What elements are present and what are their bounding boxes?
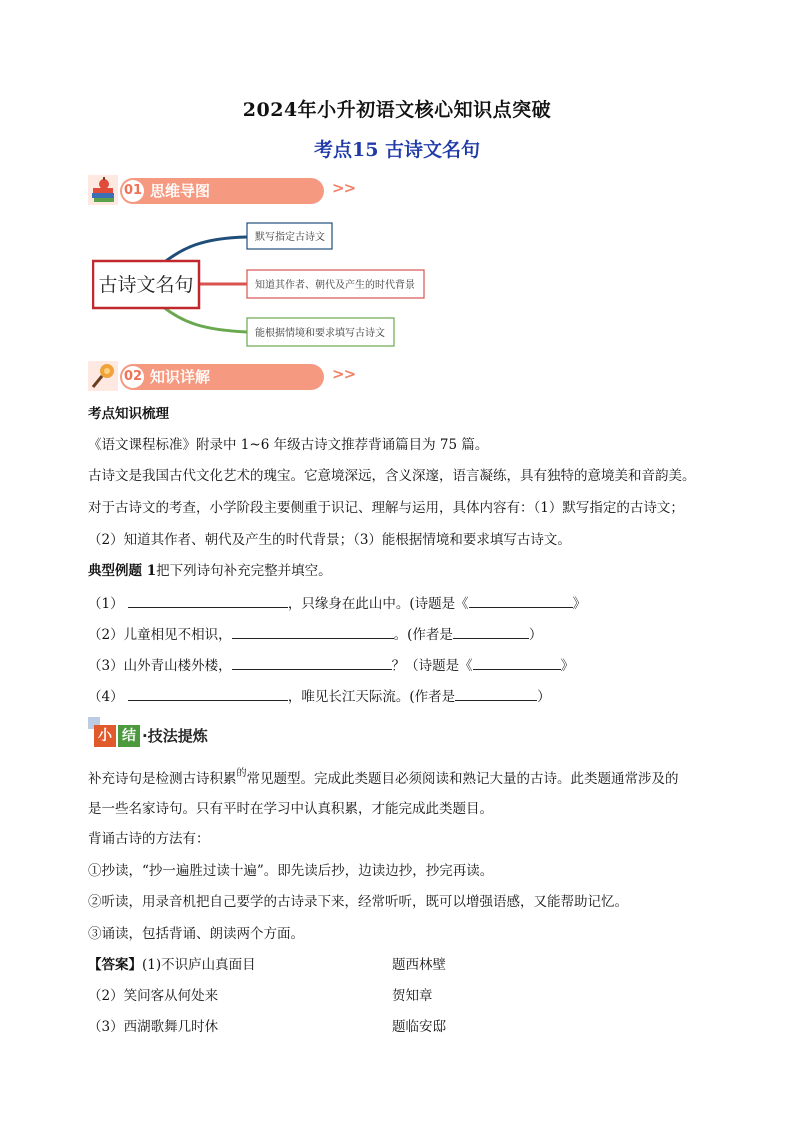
mind-map <box>92 218 432 350</box>
summary-text: 常见题型。完成此类题目必须阅读和熟记大量的古诗。此类题通常涉及的 <box>246 771 679 787</box>
books-icon <box>88 175 118 205</box>
summary-title: ·技法提炼 <box>142 727 208 745</box>
page-title: 2024年小升初语文核心知识点突破 <box>242 99 552 121</box>
summary-text: 补充诗句是检测古诗积累 <box>88 771 237 787</box>
item-number: （1） <box>88 596 124 612</box>
answer-row-2 <box>88 986 608 1006</box>
item-number: （4） <box>88 689 124 705</box>
answer-title: 题西林壁 <box>392 957 446 973</box>
mindmap-branch-3: 能根据情境和要求填写古诗文 <box>255 328 385 339</box>
answer-number: (1) <box>142 957 162 973</box>
item-text-end: ） <box>537 689 551 705</box>
answer-title: 题临安邸 <box>392 1019 446 1035</box>
summary-line-3: 背诵古诗的方法有： <box>88 831 210 847</box>
example-item-1 <box>88 593 586 614</box>
example-item-3 <box>88 655 574 676</box>
item-text-pre: 儿童相见不相识， <box>123 627 232 643</box>
section-banner-knowledge <box>88 361 356 393</box>
answer-blank[interactable] <box>469 593 573 608</box>
pushpin-icon <box>88 361 118 391</box>
knowledge-line-1: 《语文课程标准》附录中 1~6 年级古诗文推荐背诵篇目为 75 篇。 <box>88 437 489 453</box>
answer-text: 不识庐山真面目 <box>161 957 256 973</box>
answer-title: 贺知章 <box>392 988 433 1004</box>
item-text: ，唯见长江天际流。(作者是 <box>287 689 456 705</box>
mindmap-branch-2: 知道其作者、朝代及产生的时代背景 <box>255 280 415 291</box>
summary-line-4: ①抄读，“抄一遍胜过读十遍”。即先读后抄，边读边抄，抄完再读。 <box>88 863 494 879</box>
section-banner-mindmap <box>88 175 356 207</box>
item-text: ？（诗题是《 <box>391 658 473 674</box>
knowledge-heading: 考点知识梳理 <box>88 406 169 422</box>
summary-line-2: 是一些名家诗句。只有平时在学习中认真积累，才能完成此类题目。 <box>88 801 493 817</box>
answer-blank[interactable] <box>453 624 529 639</box>
item-text-end: 》 <box>560 658 575 674</box>
answer-blank[interactable] <box>232 655 392 670</box>
answer-blank[interactable] <box>232 624 394 639</box>
mindmap-branch-1: 默写指定古诗文 <box>255 232 325 243</box>
answer-row-3 <box>88 1017 608 1037</box>
section-number: 02 <box>122 366 144 388</box>
summary-superscript: 的 <box>236 768 247 779</box>
item-text: ，只缘身在此山中。(诗题是《 <box>287 596 469 612</box>
item-text-end: ） <box>528 627 543 643</box>
double-chevron-icon: >> <box>332 179 356 197</box>
summary-line-1 <box>88 764 679 789</box>
summary-badge-2: 结 <box>118 725 140 747</box>
knowledge-line-3: 对于古诗文的考查，小学阶段主要侧重于识记、理解与运用，具体内容有：（1）默写指定的古诗文； <box>88 500 684 516</box>
page-subtitle: 考点15 古诗文名句 <box>313 139 481 161</box>
item-text-pre: 山外青山楼外楼， <box>123 658 232 674</box>
knowledge-line-2: 古诗文是我国古代文化艺术的瑰宝。它意境深远，含义深邃，语言凝练，具有独特的意境美和音韵美。 <box>88 468 696 484</box>
answer-number: （3） <box>88 1019 124 1035</box>
example-label: 典型例题 1 <box>88 563 157 579</box>
section-label: 思维导图 <box>150 182 211 200</box>
mindmap-center-label: 古诗文名句 <box>98 274 194 296</box>
double-chevron-icon: >> <box>332 365 356 383</box>
mindmap-connector-3 <box>162 306 247 332</box>
knowledge-line-4: （2）知道其作者、朝代及产生的时代背景；（3）能根据情境和要求填写古诗文。 <box>88 532 571 548</box>
example-instruction: 把下列诗句补充完整并填空。 <box>156 563 332 579</box>
answer-number: （2） <box>88 988 124 1004</box>
summary-badge-1: 小 <box>94 725 116 747</box>
item-number: （2） <box>88 627 124 643</box>
item-text: 。(作者是 <box>393 627 453 643</box>
example-prompt <box>88 561 332 581</box>
example-item-4 <box>88 686 551 707</box>
summary-line-6: ③诵读，包括背诵、朗读两个方面。 <box>88 926 304 942</box>
example-item-2 <box>88 624 542 645</box>
section-number: 01 <box>122 180 144 202</box>
answer-text: 笑问客从何处来 <box>123 988 219 1004</box>
item-text-end: 》 <box>572 596 587 612</box>
answer-blank[interactable] <box>455 686 537 701</box>
answer-blank[interactable] <box>473 655 561 670</box>
answer-row-1 <box>88 955 608 975</box>
answer-blank[interactable] <box>128 593 288 608</box>
summary-line-5: ②听读，用录音机把自己要学的古诗录下来，经常听听，既可以增强语感，又能帮助记忆。 <box>88 894 628 910</box>
answer-text: 西湖歌舞几时休 <box>123 1019 219 1035</box>
answer-label: 【答案】 <box>88 957 142 973</box>
answer-blank[interactable] <box>128 686 288 701</box>
section-label: 知识详解 <box>150 368 211 386</box>
item-number: （3） <box>88 658 124 674</box>
